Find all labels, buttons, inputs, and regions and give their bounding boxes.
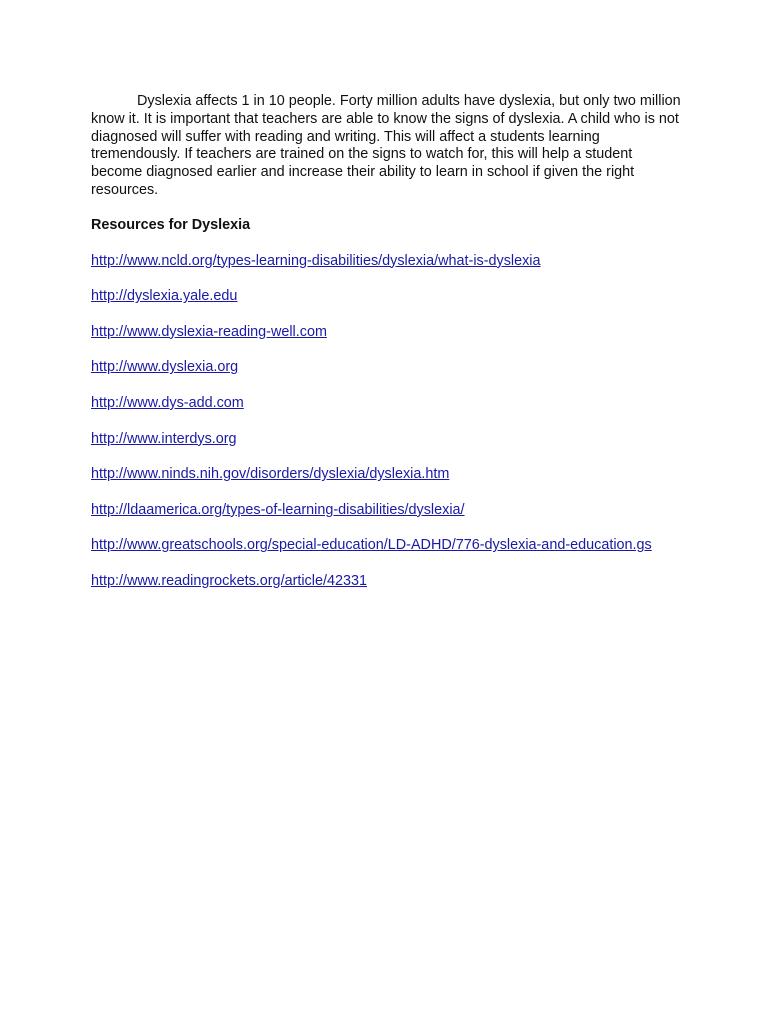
resources-heading: Resources for Dyslexia — [91, 216, 251, 233]
resource-link-ldaamerica[interactable]: http://ldaamerica.org/types-of-learning-disabilities/dyslexia/ — [91, 501, 465, 518]
resource-link-yale[interactable]: http://dyslexia.yale.edu — [91, 288, 238, 305]
resource-link-item — [91, 502, 686, 538]
resource-link-item — [91, 395, 686, 431]
resource-link-item — [91, 359, 686, 395]
document-content — [91, 93, 686, 609]
resource-link-item — [91, 466, 686, 502]
intro-paragraph: Dyslexia affects 1 in 10 people. Forty million adults have dyslexia, but only two million know it. It is important that teachers are able to know the signs of dyslexia. A child who is not diagnosed will suffer with reading and writing. This will affect a students learning tremendously. If teachers are trained on the signs to watch for, this will help a student become diagnosed earlier and increase their ability to learn in school if given the right resources. — [91, 93, 681, 198]
resource-link-item — [91, 288, 686, 324]
resource-link-dyslexia-org[interactable]: http://www.dyslexia.org — [91, 359, 239, 376]
resource-link-ncld[interactable]: http://www.ncld.org/types-learning-disabilities/dyslexia/what-is-dyslexia — [91, 252, 541, 269]
resource-link-interdys[interactable]: http://www.interdys.org — [91, 430, 237, 447]
resource-link-dyslexia-reading-well[interactable]: http://www.dyslexia-reading-well.com — [91, 323, 327, 340]
resource-link-dys-add[interactable]: http://www.dys-add.com — [91, 394, 244, 411]
resource-link-greatschools[interactable]: http://www.greatschools.org/special-education/LD-ADHD/776-dyslexia-and-education.gs — [91, 537, 652, 554]
resource-link-readingrockets[interactable]: http://www.readingrockets.org/article/42331 — [91, 572, 367, 589]
resource-link-item — [91, 431, 686, 467]
resource-link-item — [91, 573, 686, 609]
resource-link-item — [91, 324, 686, 360]
resource-link-list — [91, 253, 686, 609]
resource-link-ninds[interactable]: http://www.ninds.nih.gov/disorders/dyslexia/dyslexia.htm — [91, 466, 450, 483]
resource-link-item — [91, 537, 686, 573]
resource-link-item — [91, 253, 686, 289]
